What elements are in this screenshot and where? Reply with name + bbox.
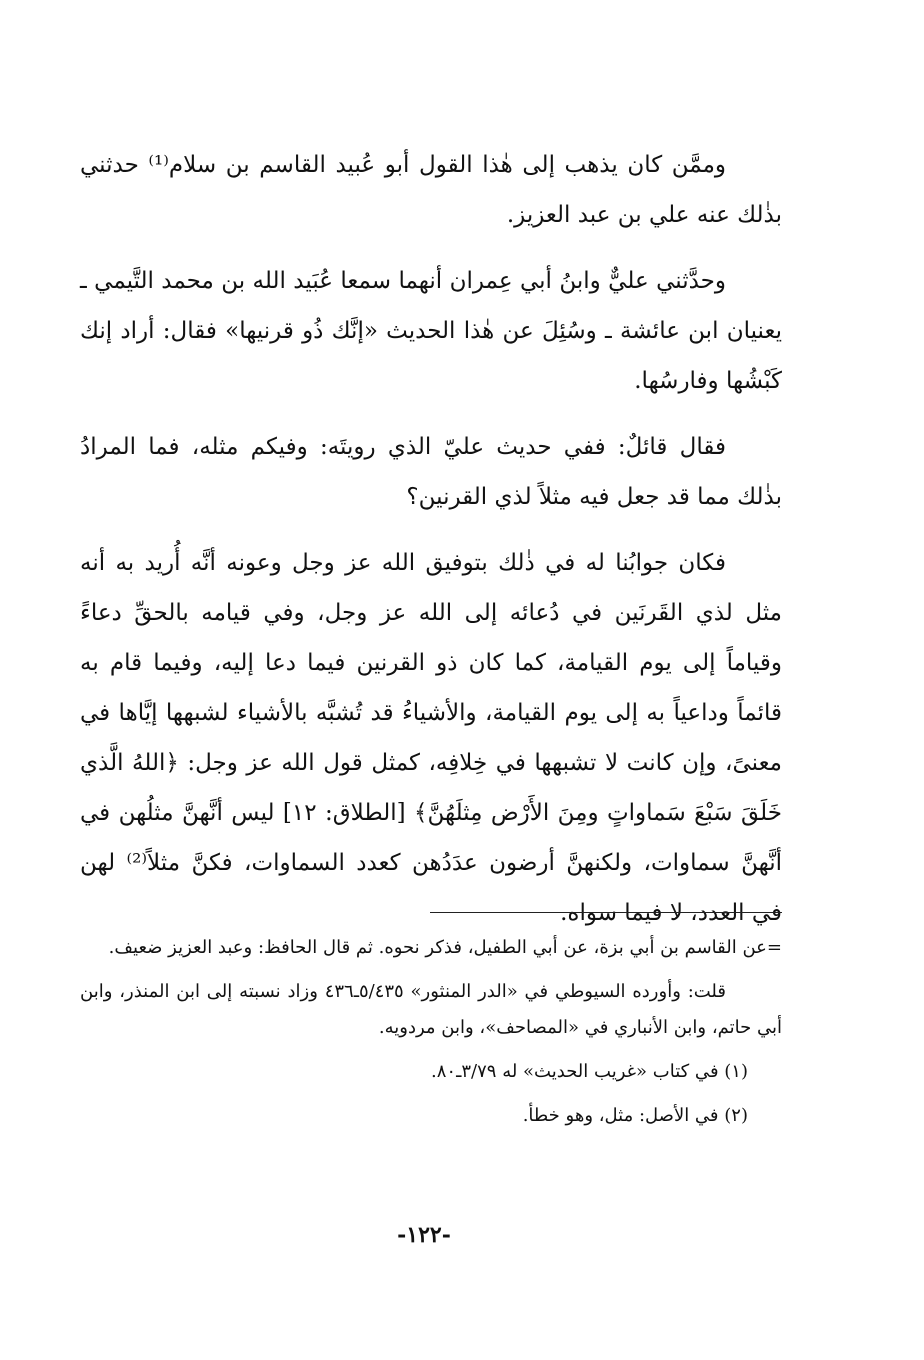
page-number: -١٢٢- — [397, 1222, 451, 1248]
main-text — [80, 140, 782, 938]
paragraph-3: فقال قائلٌ: ففي حديث عليّ الذي رويتَه: وفيكم مثله، فما المرادُ بذٰلك مما قد جعل فيه مثلاً لذي القرنين؟ — [80, 434, 782, 510]
footnote-2: (٢) في الأصل: مثل، وهو خطأ. — [522, 1105, 748, 1126]
paragraph-2: وحدَّثني عليٌّ وابنُ أبي عِمران أنهما سمعا عُبَيد الله بن محمد التَّيمي ـ يعنيان ابن عائشة ـ وسُئِلَ عن هٰذا الحديث «إنَّك ذُو قرنيها» فقال: أراد إنك كَبْشُها وفارسُها. — [80, 268, 782, 394]
footnotes — [80, 930, 782, 1134]
paragraph-4: فكان جوابُنا له في ذٰلك بتوفيق الله عز وجل وعونه أنَّه أُريد به أنه مثل لذي القَرنَين في دُعائه إلى الله عز وجل، وفي قيامه بالحقِّ دعاءً وقياماً إلى يوم القيامة، كما كان ذو القرنين فيما دعا إليه، وفيما قام به قائماً وداعياً به إلى يوم القيامة، والأشياءُ قد تُشبَّه بالأشياء لشبهها إيَّاها في معنىً، وإن كانت لا تشبهها في خِلافِه، كمثل قول الله عز وجل: ﴿اللهُ الَّذي خَلَقَ سَبْعَ سَماواتٍ ومِنَ الأَرْض مِثلَهُنَّ﴾ [الطلاق: ١٢] ليس أنَّهنَّ مثلُهن في أنَّهنَّ سماوات، ولكنهنَّ أرضون عدَدُهن كعدد السماوات، فكنَّ مثلاً⁽²⁾ لهن في العدد، لا فيما سواه. — [80, 550, 782, 926]
footnote-divider — [430, 912, 782, 913]
footnote-1: (١) في كتاب «غريب الحديث» له ٣/٧٩ـ٨٠. — [431, 1061, 748, 1082]
footnote-continuation: =عن القاسم بن أبي بزة، عن أبي الطفيل، فذكر نحوه. ثم قال الحافظ: وعبد العزيز ضعيف. — [108, 937, 782, 958]
footnote-qultu: قلت: وأورده السيوطي في «الدر المنثور» ٥/٤٣٥ـ٤٣٦ وزاد نسبته إلى ابن المنذر، وابن أبي حاتم، وابن الأنباري في «المصاحف»، وابن مردويه. — [80, 981, 782, 1038]
paragraph-1: وممَّن كان يذهب إلى هٰذا القول أبو عُبيد القاسم بن سلام⁽¹⁾ حدثني بذٰلك عنه علي بن عبد العزيز. — [80, 152, 782, 228]
